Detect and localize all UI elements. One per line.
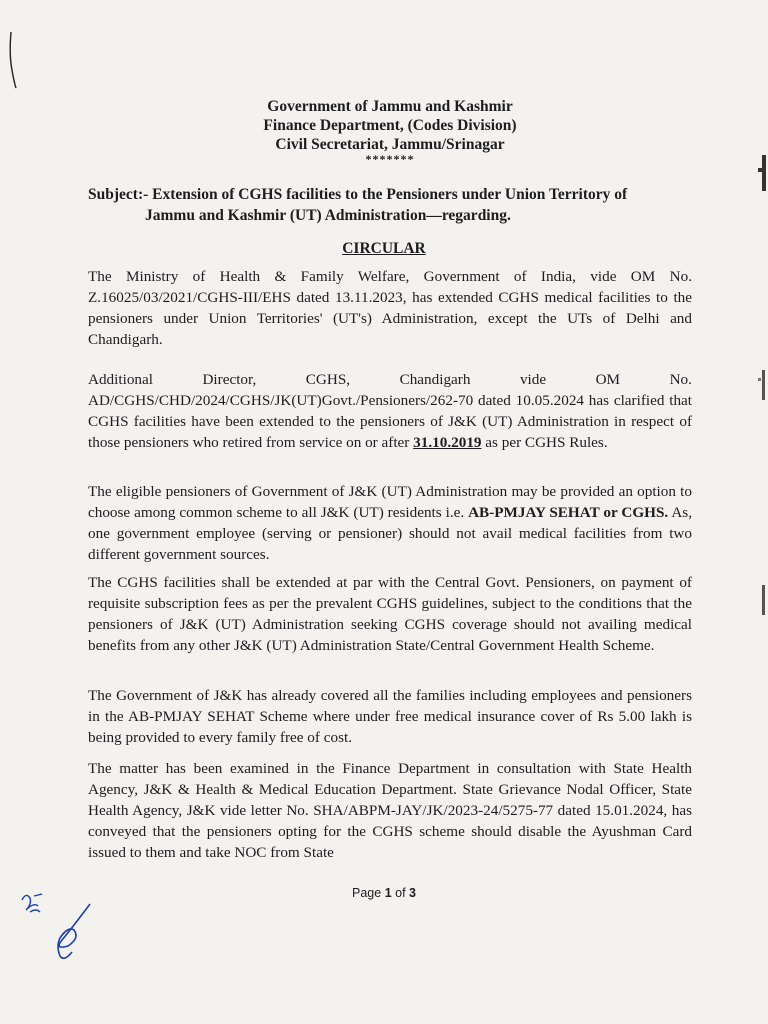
paragraph-2-body: AD/CGHS/CHD/2024/CGHS/JK(UT)Govt./Pensioners/262-70 dated 10.05.2024 has clarified that CGHS facilities have been extended to the pensioners of J&K (UT) Administration in respect of those pensioners who retired from service on or after (88, 392, 692, 451)
retirement-date: 31.10.2019 (413, 434, 482, 451)
paragraph-5: The Government of J&K has already covered all the families including employees and pensioners in the AB-PMJAY SEHAT Scheme where under free medical insurance cover of Rs 5.00 lakh is being provided to every family free of cost. (88, 687, 692, 746)
paragraph-3-part-c: As, one government employee (serving or pensioner) should not avail medical facilities from two different government sources. (88, 504, 692, 563)
of-word: of (395, 886, 406, 900)
paragraph-4: The CGHS facilities shall be extended at par with the Central Govt. Pensioners, on payment of requisite subscription fees as per the prevalent CGHS guidelines, subject to the conditions that the pensioners of J&K (UT) Administration seeking CGHS coverage should not availing medical benefits from any other J&K (UT) Administration State/Central Government Health Scheme. (88, 574, 692, 654)
paragraph-6: The matter has been examined in the Finance Department in consultation with State Health Agency, J&K & Health & Medical Education Department. State Grievance Nodal Officer, State Health Agency, J&K vide letter No. SHA/ABPM-JAY/JK/2023-24/5275-77 dated 15.01.2024, has conveyed that the pensioners opting for the CGHS scheme should disable the Ayushman Card issued to them and take NOC from State (88, 760, 692, 861)
subject-line-2: Jammu and Kashmir (UT) Administration—regarding. (145, 207, 511, 224)
subject-line (88, 184, 698, 226)
letterhead-secretariat: Civil Secretariat, Jammu/Srinagar (275, 136, 505, 153)
margin-mark (6, 30, 20, 90)
word: OM (595, 371, 621, 388)
punch-hole-marks (738, 0, 768, 1024)
word: Director, (202, 371, 257, 388)
total-pages: 3 (409, 886, 416, 900)
letterhead-stars: ******* (365, 152, 415, 166)
word: vide (519, 371, 547, 388)
word: CGHS, (305, 371, 351, 388)
paragraph-2 (88, 369, 692, 453)
paragraph-3 (88, 481, 692, 565)
word: No. (669, 371, 692, 388)
word: Chandigarh (399, 371, 471, 388)
word: Additional (88, 371, 153, 388)
letterhead-government: Government of Jammu and Kashmir (267, 98, 513, 115)
paragraph-3-part-a: The eligible pensioners of Government of J&K (UT) Administration may be provided an option to choose among common scheme to all J&K (UT) residents i.e. (88, 483, 692, 521)
paragraph-1: The Ministry of Health & Family Welfare, Government of India, vide OM No. Z.16025/03/2021/CGHS-III/EHS dated 13.11.2023, has extended CGHS medical facilities to the pensioners under Union Territories' (UT's) Administration, except the UTs of Delhi and Chandigarh. (88, 268, 692, 348)
paragraph-2-first-line (88, 369, 692, 390)
signature (12, 888, 112, 968)
page-word: Page (352, 886, 382, 900)
letterhead (190, 97, 590, 164)
paragraph-2-tail: as per CGHS Rules. (485, 434, 608, 451)
page-number (0, 886, 768, 900)
circular-title: CIRCULAR (342, 240, 426, 257)
subject-line-1: Subject:- Extension of CGHS facilities to the Pensioners under Union Territory of (88, 186, 628, 203)
letterhead-department: Finance Department, (Codes Division) (263, 117, 517, 134)
current-page: 1 (384, 886, 392, 900)
scheme-options: AB-PMJAY SEHAT or CGHS. (468, 504, 669, 521)
